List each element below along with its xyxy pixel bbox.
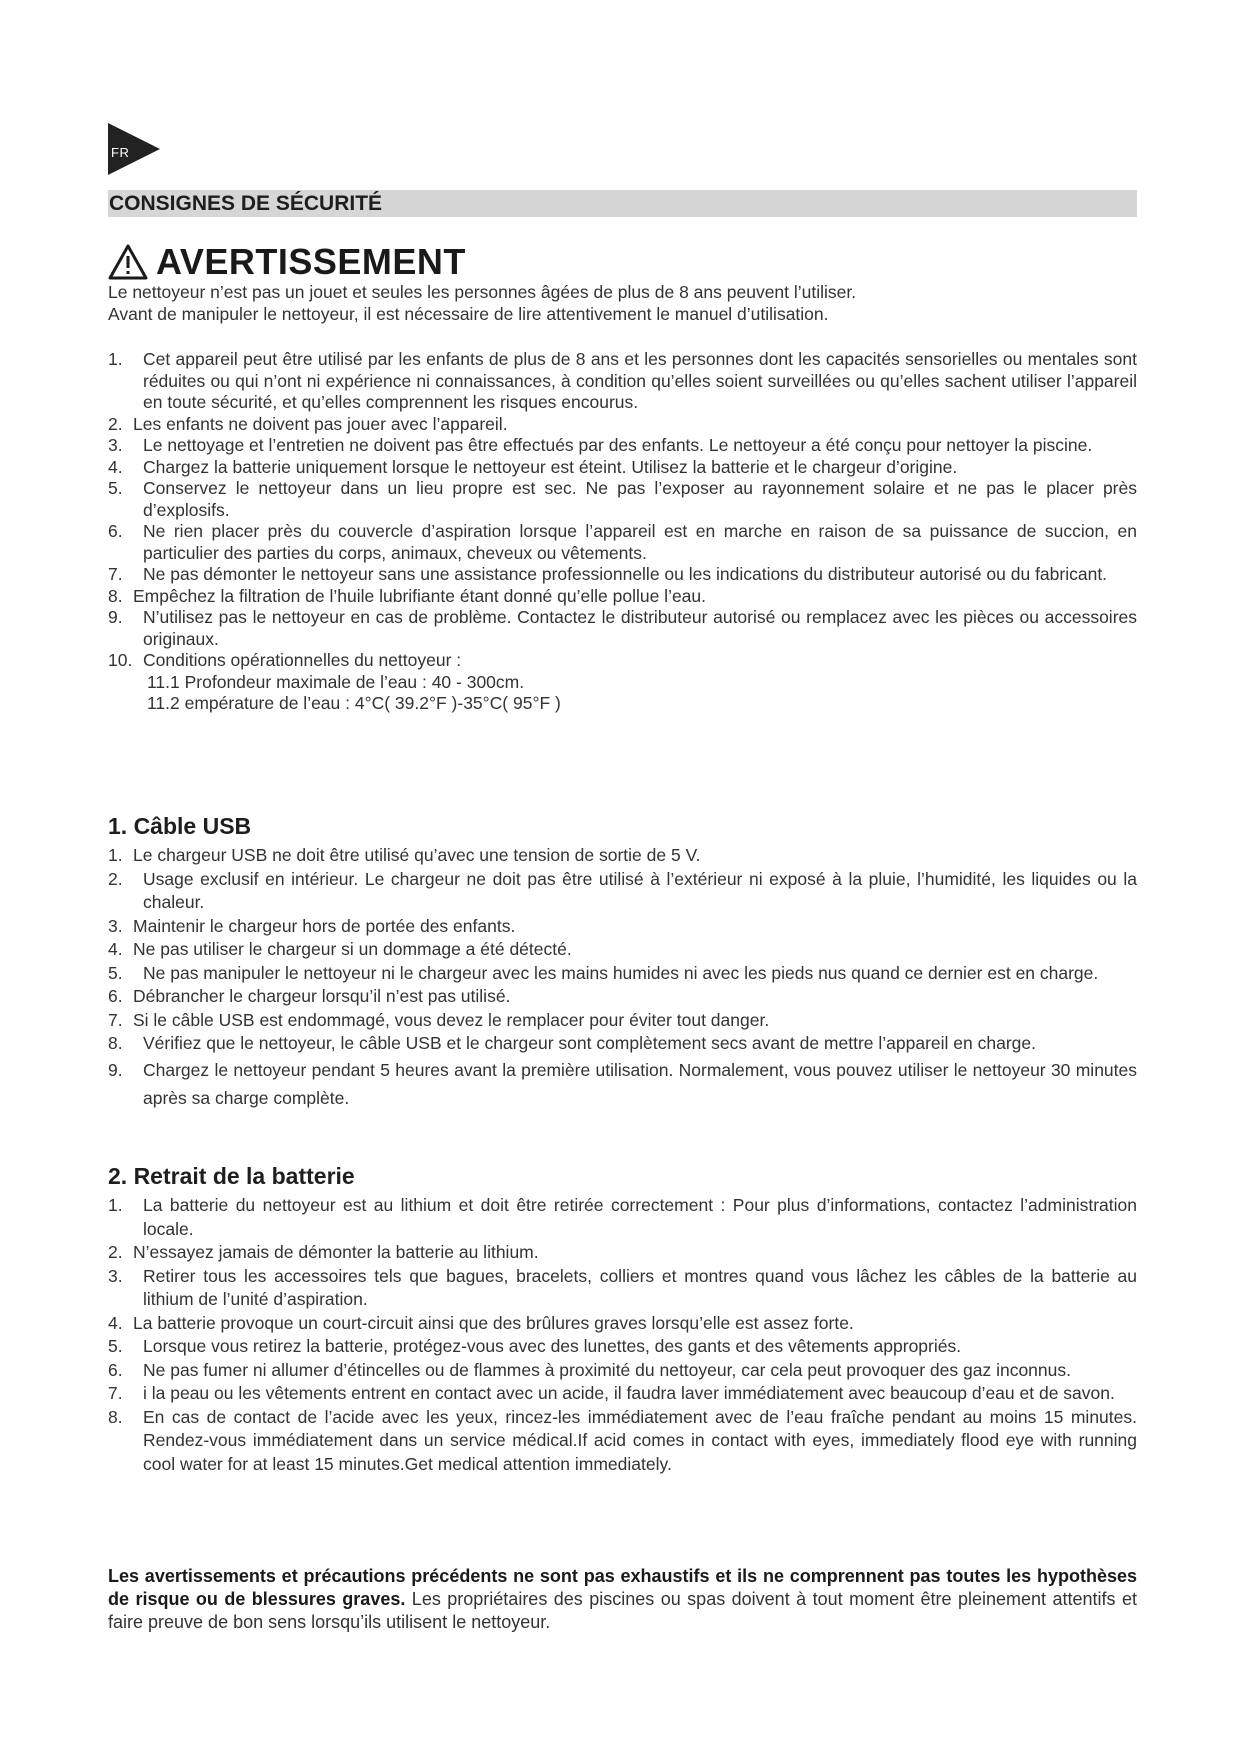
item-text: La batterie provoque un court-circuit ainsi que des brûlures graves lorsqu’elle est assez forte. — [133, 1312, 854, 1333]
list-item — [108, 962, 1137, 986]
item-number: 2. — [108, 413, 123, 434]
list-item — [108, 1241, 1137, 1265]
item-number: 4. — [108, 456, 123, 477]
item-text: Ne pas fumer ni allumer d’étincelles ou de flammes à proximité du nettoyeur, car cela peut provoquer des gaz inconnus. — [143, 1359, 1071, 1380]
warning-intro — [108, 282, 1137, 325]
item-number: 7. — [108, 1009, 123, 1030]
item-number: 2. — [108, 1242, 123, 1262]
list-item — [108, 650, 1137, 672]
item-number: 1. — [108, 349, 123, 369]
list-item — [108, 1032, 1137, 1056]
item-text: Empêchez la filtration de l’huile lubrifiante étant donné qu’elle pollue l’eau. — [133, 585, 707, 606]
item-number: 4. — [108, 1312, 123, 1333]
item-text: N’essayez jamais de démonter la batterie au lithium. — [133, 1242, 539, 1262]
list-item — [108, 586, 1137, 608]
language-label: FR — [111, 145, 130, 160]
item-number: 1. — [108, 1195, 123, 1215]
list-item — [108, 457, 1137, 479]
item-text: Ne pas utiliser le chargeur si un dommage a été détecté. — [133, 939, 572, 959]
list-item — [108, 1194, 1137, 1241]
item-number: 2. — [108, 868, 123, 889]
warning-title: AVERTISSEMENT — [156, 241, 466, 282]
safety-list — [108, 349, 1137, 715]
list-item — [108, 938, 1137, 962]
item-number: 9. — [108, 1059, 123, 1080]
item-text: Chargez la batterie uniquement lorsque le nettoyeur est éteint. Utilisez la batterie et le chargeur d’origine. — [143, 456, 958, 477]
item-text: Conditions opérationnelles du nettoyeur : — [143, 650, 462, 670]
list-item — [108, 1406, 1137, 1477]
item-number: 1. — [108, 845, 123, 865]
usb-list — [108, 844, 1137, 1112]
list-item — [108, 521, 1137, 564]
item-number: 10. — [108, 650, 133, 670]
list-item — [108, 915, 1137, 939]
item-number: 5. — [108, 1336, 123, 1356]
section-title: CONSIGNES DE SÉCURITÉ — [108, 190, 1137, 217]
item-number: 6. — [108, 1359, 123, 1380]
item-text: N’utilisez pas le nettoyeur en cas de problème. Contactez le distributeur autorisé ou remplacez avec les pièces ou accessoires originaux. — [143, 607, 1137, 649]
battery-section-title: 2. Retrait de la batterie — [108, 1163, 355, 1189]
item-text: Ne rien placer près du couvercle d’aspiration lorsque l’appareil est en marche en raison de sa puissance de succion, en particulier des parties du corps, animaux, cheveux ou vêtements. — [143, 521, 1137, 563]
list-item — [108, 1265, 1137, 1312]
item-text: Les enfants ne doivent pas jouer avec l’appareil. — [133, 413, 508, 434]
item-number: 7. — [108, 564, 123, 584]
item-text: Chargez le nettoyeur pendant 5 heures avant la première utilisation. Normalement, vous pouvez utiliser le nettoyeur 30 minutes après sa charge complète. — [143, 1059, 1137, 1108]
item-text: Ne pas manipuler le nettoyeur ni le chargeur avec les mains humides ni avec les pieds nus quand ce dernier est en charge. — [143, 962, 1099, 983]
item-text: Débrancher le chargeur lorsqu’il n’est pas utilisé. — [133, 986, 511, 1006]
item-text: Retirer tous les accessoires tels que bagues, bracelets, colliers et montres quand vous lâchez les câbles de la batterie au lithium de l’unité d’aspiration. — [143, 1265, 1137, 1309]
condition-depth: 11.1 Profondeur maximale de l’eau : 40 - 300cm. — [147, 671, 525, 692]
item-text: Le chargeur USB ne doit être utilisé qu’avec une tension de sortie de 5 V. — [133, 845, 701, 865]
condition-temperature: 11.2 empérature de l’eau : 4°C( 39.2°F )-35°C( 95°F ) — [147, 693, 561, 713]
usb-section-title: 1. Câble USB — [108, 813, 252, 839]
list-item — [108, 414, 1137, 436]
item-number: 5. — [108, 478, 123, 498]
item-text: Maintenir le chargeur hors de portée des enfants. — [133, 915, 516, 936]
item-text: Ne pas démonter le nettoyeur sans une assistance professionnelle ou les indications du distributeur autorisé ou du fabricant. — [143, 564, 1108, 584]
warning-heading — [108, 242, 466, 282]
warning-intro-line-2: Avant de manipuler le nettoyeur, il est nécessaire de lire attentivement le manuel d’utilisation. — [108, 303, 829, 324]
list-item — [108, 1009, 1137, 1033]
item-text: Conservez le nettoyeur dans un lieu propre est sec. Ne pas l’exposer au rayonnement solaire et ne pas le placer près d’explosifs. — [143, 478, 1137, 520]
list-item — [108, 1335, 1137, 1359]
item-text: i la peau ou les vêtements entrent en contact avec un acide, il faudra laver immédiatement avec beaucoup d’eau et de savon. — [143, 1383, 1115, 1403]
item-text: Si le câble USB est endommagé, vous devez le remplacer pour éviter tout danger. — [133, 1009, 770, 1030]
item-text: En cas de contact de l’acide avec les yeux, rincez-les immédiatement avec de l’eau fraîche pendant au moins 15 minutes. Rendez-vous immédiatement dans un service médical.If acid comes in contact with eyes, immediately flood eye with running cool water for at least 15 minutes.Get medical attention immediately. — [143, 1406, 1137, 1474]
list-item — [108, 1382, 1137, 1406]
item-number: 3. — [108, 435, 123, 455]
item-number: 7. — [108, 1383, 123, 1403]
item-text: Le nettoyage et l’entretien ne doivent pas être effectués par des enfants. Le nettoyeur a été conçu pour nettoyer la piscine. — [143, 435, 1093, 455]
item-text: Vérifiez que le nettoyeur, le câble USB et le chargeur sont complètement secs avant de mettre l’appareil en charge. — [143, 1033, 1036, 1053]
item-number: 8. — [108, 585, 123, 606]
list-item — [108, 435, 1137, 457]
final-note — [108, 1565, 1137, 1634]
warning-intro-line-1: Le nettoyeur n’est pas un jouet et seules les personnes âgées de plus de 8 ans peuvent l’utiliser. — [108, 282, 857, 302]
list-item — [108, 1312, 1137, 1336]
item-text: La batterie du nettoyeur est au lithium et doit être retirée correctement : Pour plus d’informations, contactez l’administration locale. — [143, 1195, 1137, 1239]
list-item — [108, 1359, 1137, 1383]
item-number: 6. — [108, 521, 123, 541]
list-item — [108, 868, 1137, 915]
item-number: 8. — [108, 1406, 123, 1427]
item-text: Lorsque vous retirez la batterie, protégez-vous avec des lunettes, des gants et des vêtements appropriés. — [143, 1336, 962, 1356]
item-number: 8. — [108, 1033, 123, 1053]
item-number: 4. — [108, 939, 123, 959]
list-item — [108, 349, 1137, 414]
list-item — [108, 985, 1137, 1009]
warning-triangle-icon — [108, 244, 148, 280]
item-number: 3. — [108, 915, 123, 936]
item-number: 5. — [108, 962, 123, 983]
item-number: 3. — [108, 1265, 123, 1286]
battery-list — [108, 1194, 1137, 1476]
list-item — [108, 1056, 1137, 1112]
list-item — [108, 478, 1137, 521]
final-note-bold: Les avertissements et précautions précédents ne sont pas exhaustifs et ils ne comprennent pas toutes les hypothèses de risque ou de blessures graves. — [108, 1566, 1137, 1609]
list-item — [108, 607, 1137, 650]
final-note-text: Les propriétaires des piscines ou spas doivent à tout moment être pleinement attentifs et faire preuve de bon sens lorsqu’ils utilisent le nettoyeur. — [108, 1589, 1137, 1632]
item-number: 9. — [108, 607, 123, 627]
item-number: 6. — [108, 986, 123, 1006]
item-text: Cet appareil peut être utilisé par les enfants de plus de 8 ans et les personnes dont les capacités sensorielles ou mentales sont réduites ou qui n’ont ni expérience ni connaissances, à condition qu’elles soient surveillées ou qu’elles sachent utiliser l’appareil en toute sécurité, et qu’elles comprennent les risques encourus. — [143, 349, 1137, 412]
list-item — [108, 564, 1137, 586]
item-text: Usage exclusif en intérieur. Le chargeur ne doit pas être utilisé à l’extérieur ni exposé à la pluie, l’humidité, les liquides ou la chaleur. — [143, 868, 1137, 912]
list-item — [108, 844, 1137, 868]
